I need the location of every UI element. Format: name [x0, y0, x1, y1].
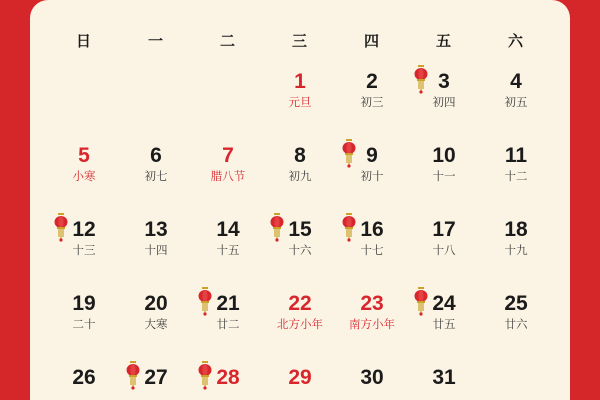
day-number: 15: [288, 218, 312, 241]
day-number: 9: [366, 144, 378, 167]
day-number: 26: [72, 366, 96, 389]
day-sublabel: 十三: [72, 245, 96, 258]
day-number: 3: [438, 70, 450, 93]
weekday-header-row: [30, 0, 570, 51]
day-number: 17: [432, 218, 456, 241]
calendar-day-cell[interactable]: [192, 139, 264, 213]
calendar-day-grid: [30, 51, 570, 400]
weekday-label-6: 六: [507, 33, 524, 50]
calendar-day-cell[interactable]: [192, 287, 264, 361]
day-sublabel: 大寒: [144, 319, 168, 332]
calendar-day-cell[interactable]: [264, 213, 336, 287]
day-number: 12: [72, 218, 96, 241]
day-sublabel: 二十: [72, 319, 96, 332]
day-sublabel: 初十: [360, 171, 384, 184]
calendar-day-cell[interactable]: [480, 287, 552, 361]
day-sublabel: 十七: [360, 245, 384, 258]
day-sublabel: 十二: [504, 171, 528, 184]
calendar-day-cell[interactable]: [48, 361, 120, 400]
day-sublabel: 小寒: [72, 171, 96, 184]
day-number: 24: [432, 292, 456, 315]
weekday-label-2: 二: [219, 33, 236, 50]
calendar-day-cell[interactable]: [336, 139, 408, 213]
calendar-day-cell[interactable]: [192, 361, 264, 400]
day-number: 31: [432, 366, 456, 389]
calendar-day-cell[interactable]: [264, 287, 336, 361]
weekday-label-3: 三: [291, 33, 308, 50]
calendar-day-cell[interactable]: [336, 213, 408, 287]
day-number: 22: [288, 292, 312, 315]
calendar-day-cell[interactable]: [48, 287, 120, 361]
day-number: 27: [144, 366, 168, 389]
calendar-day-cell[interactable]: [264, 65, 336, 139]
day-number: 5: [78, 144, 90, 167]
day-sublabel: 初四: [432, 97, 456, 110]
day-number: 19: [72, 292, 96, 315]
day-number: 11: [504, 144, 528, 167]
day-number: 20: [144, 292, 168, 315]
calendar-day-cell[interactable]: [408, 65, 480, 139]
day-sublabel: 十一: [432, 171, 456, 184]
day-number: 29: [288, 366, 312, 389]
day-sublabel: 北方小年: [277, 319, 323, 332]
weekday-label-5: 五: [435, 33, 452, 50]
weekday-label-4: 四: [363, 33, 380, 50]
calendar-day-cell[interactable]: [480, 139, 552, 213]
day-number: 1: [294, 70, 306, 93]
calendar-day-cell[interactable]: [120, 213, 192, 287]
calendar-day-cell[interactable]: [48, 213, 120, 287]
calendar-day-cell[interactable]: [264, 139, 336, 213]
day-sublabel: 腊八节: [210, 171, 246, 184]
calendar-day-cell[interactable]: [336, 361, 408, 400]
day-number: 6: [150, 144, 162, 167]
calendar-day-cell[interactable]: [480, 65, 552, 139]
day-sublabel: 廿六: [504, 319, 528, 332]
day-number: 4: [510, 70, 522, 93]
day-sublabel: 十六: [288, 245, 312, 258]
day-number: 21: [216, 292, 240, 315]
calendar-day-cell[interactable]: [408, 139, 480, 213]
day-number: 10: [432, 144, 456, 167]
calendar-day-cell[interactable]: [264, 361, 336, 400]
day-sublabel: 廿五: [432, 319, 456, 332]
day-sublabel: 初七: [144, 171, 168, 184]
calendar-card: [30, 0, 570, 400]
day-number: 25: [504, 292, 528, 315]
calendar-day-cell[interactable]: [48, 139, 120, 213]
day-sublabel: 元旦: [288, 97, 312, 110]
day-sublabel: 十五: [216, 245, 240, 258]
day-sublabel: 廿二: [216, 319, 240, 332]
day-number: 16: [360, 218, 384, 241]
day-sublabel: 十四: [144, 245, 168, 258]
day-number: 18: [504, 218, 528, 241]
calendar-day-cell[interactable]: [192, 213, 264, 287]
day-sublabel: 十九: [504, 245, 528, 258]
day-sublabel: 初九: [288, 171, 312, 184]
calendar-day-cell[interactable]: [336, 65, 408, 139]
day-number: 28: [216, 366, 240, 389]
weekday-label-1: 一: [147, 33, 164, 50]
day-number: 8: [294, 144, 306, 167]
day-number: 13: [144, 218, 168, 241]
calendar-day-cell[interactable]: [480, 213, 552, 287]
calendar-day-cell[interactable]: [120, 361, 192, 400]
day-number: 30: [360, 366, 384, 389]
day-sublabel: 初五: [504, 97, 528, 110]
calendar-day-cell[interactable]: [408, 287, 480, 361]
day-number: 23: [360, 292, 384, 315]
day-number: 7: [222, 144, 234, 167]
calendar-day-cell[interactable]: [120, 287, 192, 361]
day-sublabel: 初三: [360, 97, 384, 110]
calendar-day-cell[interactable]: [336, 287, 408, 361]
weekday-label-0: 日: [75, 33, 92, 50]
calendar-day-cell[interactable]: [408, 361, 480, 400]
day-number: 14: [216, 218, 240, 241]
day-sublabel: 十八: [432, 245, 456, 258]
calendar-day-cell[interactable]: [408, 213, 480, 287]
day-number: 2: [366, 70, 378, 93]
calendar-day-cell[interactable]: [120, 139, 192, 213]
day-sublabel: 南方小年: [349, 319, 395, 332]
